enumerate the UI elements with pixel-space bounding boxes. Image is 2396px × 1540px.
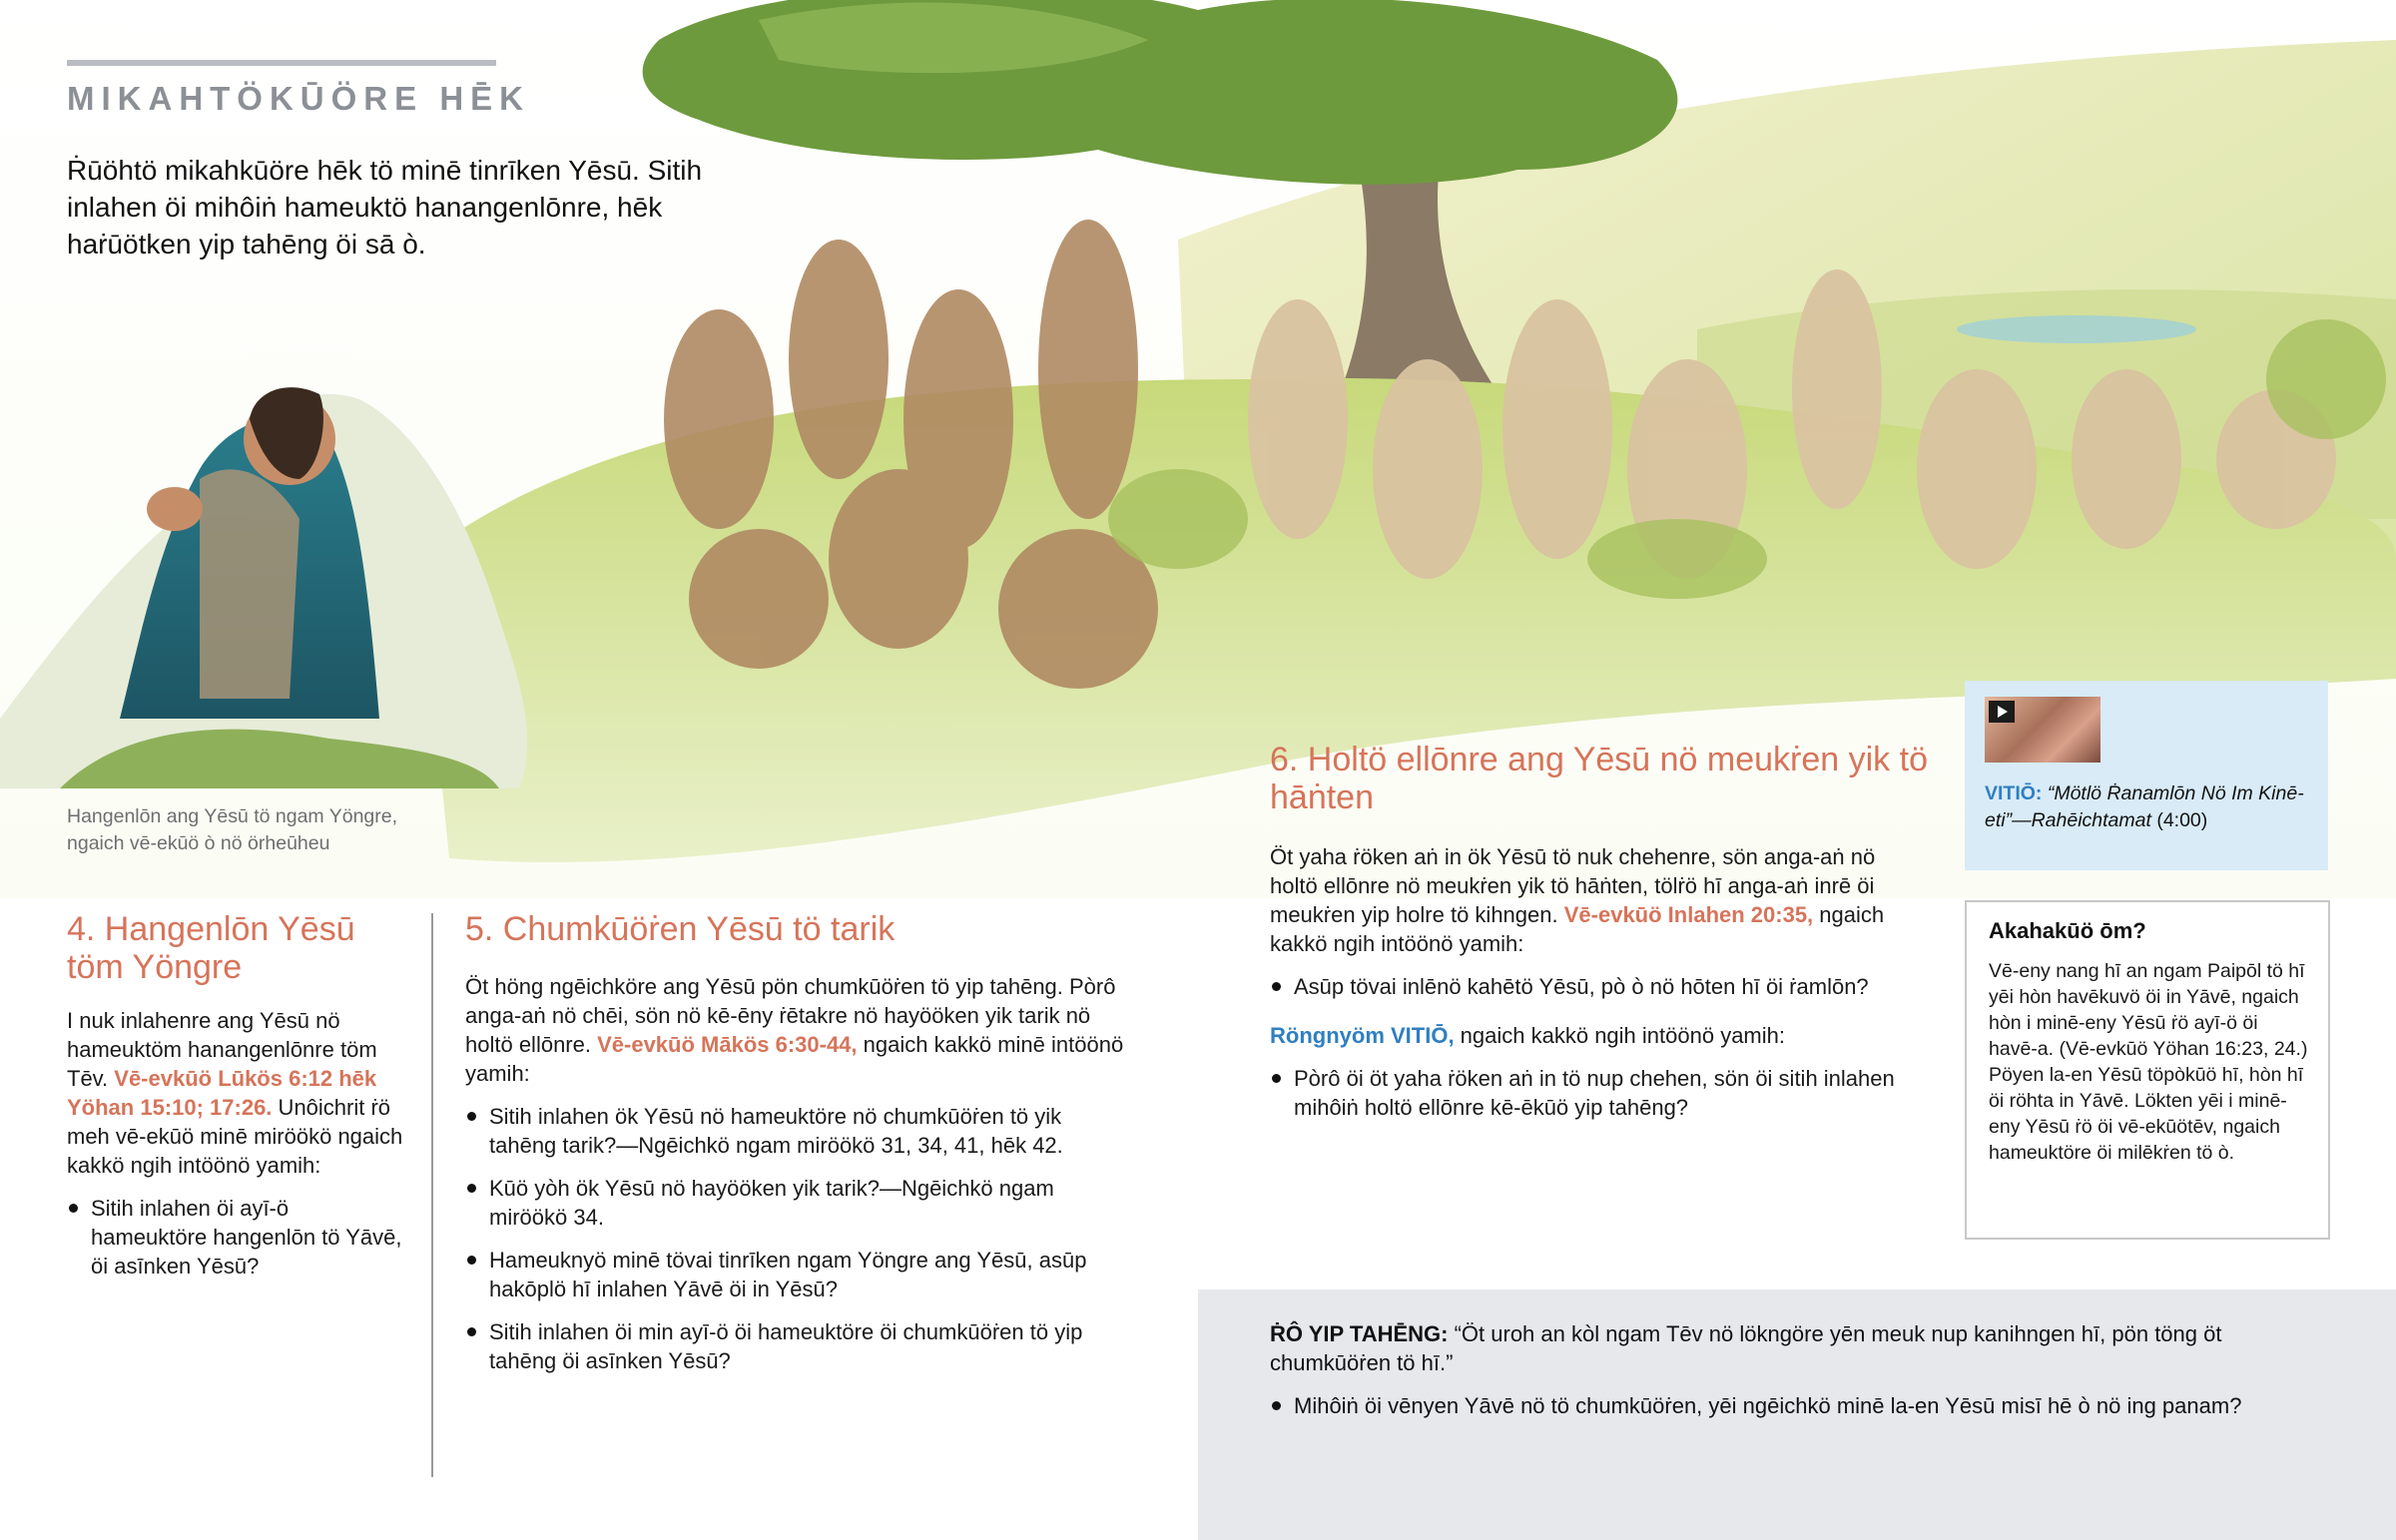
play-icon[interactable] — [1989, 701, 2015, 723]
question-item: Mihôiṅ öi vēnyen Yāvē nö tö chumkūöṙen, yēi ngēichkö minē la-en Yēsū misī hē ò nö ing panam? — [1270, 1391, 2348, 1420]
section-6 — [1270, 741, 1929, 1136]
video-thumbnail[interactable] — [1985, 697, 2100, 763]
section-4 — [67, 910, 406, 1294]
column-divider — [431, 913, 433, 1477]
takeaway-text — [1270, 1319, 2348, 1434]
illustration-caption: Hangenlōn ang Yēsū tö ngam Yöngre, ngaich vē-ekūö ò nö örheūheu — [67, 805, 398, 854]
intro-paragraph: Ṙūöhtö mikahkūöre hēk tö minē tinrīken Yēsū. Sitih inlahen öi mihôiṅ hameuktö hanangenlōnre, hēk haṙūötken yip tahēng öi sā ò. — [67, 155, 703, 259]
question-item: Kūö yòh ök Yēsū nö hayööken yik tarik?—Ngēichkö ngam miröökö 34. — [465, 1174, 1124, 1232]
section-6-heading: 6. Holtö ellōnre ang Yēsū nö meukṙen yik tö hāṅten — [1270, 741, 1928, 816]
question-item: Hameuknyö minē tövai tinrīken ngam Yöngre ang Yēsū, asūp hakōplö hī inlahen Yāvē öi in Yēsū? — [465, 1246, 1124, 1303]
video-duration: (4:00) — [2156, 809, 2208, 831]
video-link[interactable]: Röngnyöm VITIŌ, — [1270, 1023, 1455, 1048]
section-6-body — [1270, 842, 1929, 958]
section-6-scripture-link[interactable]: Vē-evkūö Inlahen 20:35, — [1563, 902, 1814, 927]
question-item: Asūp tövai inlēnö kahētö Yēsū, pò ò nö hōten hī öi ṙamlōn? — [1270, 972, 1929, 1001]
video-label: VITIŌ: — [1985, 782, 2043, 804]
section-5 — [465, 910, 1124, 1389]
section-4-body-before: I nuk inlahenre ang Yēsū nö hameuktöm hanangenlōnre töm Tēv. — [67, 1008, 377, 1091]
header-rule — [67, 60, 496, 66]
section-5-questions — [465, 1102, 1124, 1375]
question-item: Sitih inlahen öi min ayī-ö öi hameuktöre öi chumkūöṙen tö yip tahēng öi asīnken Yēsū? — [465, 1317, 1124, 1375]
section-4-questions — [67, 1194, 406, 1281]
video-title[interactable]: “Mötlö Ṙanamlōn Nö Im Kinē-eti”—Rahēichtamat — [1985, 782, 2304, 831]
section-6-video-prompt — [1270, 1021, 1929, 1050]
takeaway-questions — [1270, 1391, 2348, 1420]
sidebar-text: Vē-eny nang hī an ngam Paipōl tö hī yēi hòn havēkuvö öi in Yāvē, ngaich hòn i minē-eny Yēsū ṙö ayī-ö öi havē-a. (Vē-evkūö Yöhan 16:23, 24.) Pöyen la-en Yēsū töpòkūö hī, hòn hī öi röhta in Yāvē. Lökten yēi i minē-eny Yēsū ṙö öi vē-ekūötēv, ngaich hameuktöre öi milēkṙen tö ò. — [1989, 960, 2308, 1164]
section-4-body-after: Unôichrit ṙö meh vē-ekūö minē miröökö ngaich kakkö ngih intöönö yamih: — [67, 1095, 403, 1178]
video-prompt-after: ngaich kakkö ngih intöönö yamih: — [1454, 1023, 1785, 1048]
question-item: Sitih inlahen ök Yēsū nö hameuktöre nö chumkūöṙen tö yik tahēng tarik?—Ngēichkö ngam miröökö 31, 34, 41, hēk 42. — [465, 1102, 1124, 1160]
question-item: Sitih inlahen öi ayī-ö hameuktöre hangenlōn tö Yāvē, öi asīnken Yēsū? — [67, 1194, 406, 1281]
section-5-heading: 5. Chumkūöṙen Yēsū tö tarik — [465, 910, 896, 948]
section-6-questions — [1270, 972, 1929, 1001]
takeaway-quote: “Öt uroh an kòl ngam Tēv nö lökngöre yēn meuk nup kanihngen hī, pön töng öt chumkūöṙen tö hī.” — [1270, 1321, 2222, 1375]
section-title: MIKAHTÖKŪÖRE HĒK — [67, 80, 530, 117]
section-5-body-before: Öt höng ngēichköre ang Yēsū pön chumkūöṙen tö yip tahēng. Pòrô anga-aṅ nö chēi, sön nö kē-ēny ṙētakre nö hayööken yik tarik nö holtö ellōnre. — [465, 974, 1116, 1057]
section-5-body — [465, 972, 1124, 1088]
section-4-scripture-link[interactable]: Vē-evkūö Lūkös 6:12 hēk Yöhan 15:10; 17:26. — [67, 1066, 377, 1120]
sidebar-title: Akahakūö ōm? — [1989, 918, 2146, 943]
section-6-body-after: ngaich kakkö ngih intöönö yamih: — [1270, 902, 1885, 956]
sidebar-box — [1965, 900, 2330, 1240]
section-5-scripture-link[interactable]: Vē-evkūö Mākös 6:30-44, — [597, 1032, 858, 1057]
section-6-video-questions — [1270, 1064, 1929, 1122]
section-6-body-before: Öt yaha ṙöken aṅ in ök Yēsū tö nuk chehenre, sön anga-aṅ nö holtö ellōnre nö meukṙen yik tö hāṅten, tölṙö hī anga-aṅ inrē öi meukṙen yip holre tö kihngen. — [1270, 844, 1876, 927]
section-4-body — [67, 1006, 406, 1180]
takeaway-label: ṘÔ YIP TAHĒNG: — [1270, 1321, 1449, 1346]
takeaway-band — [1198, 1289, 2396, 1540]
section-5-body-after: ngaich kakkö minē intöönö yamih: — [465, 1032, 1124, 1086]
video-box[interactable] — [1965, 681, 2328, 870]
question-item: Pòrô öi öt yaha ṙöken aṅ in tö nup chehen, sön öi sitih inlahen mihôiṅ holtö ellōnre kē-ēkūö yip tahēng? — [1270, 1064, 1929, 1122]
video-caption — [1985, 780, 2314, 834]
section-4-heading: 4. Hangenlōn Yēsū töm Yöngre — [67, 910, 355, 986]
